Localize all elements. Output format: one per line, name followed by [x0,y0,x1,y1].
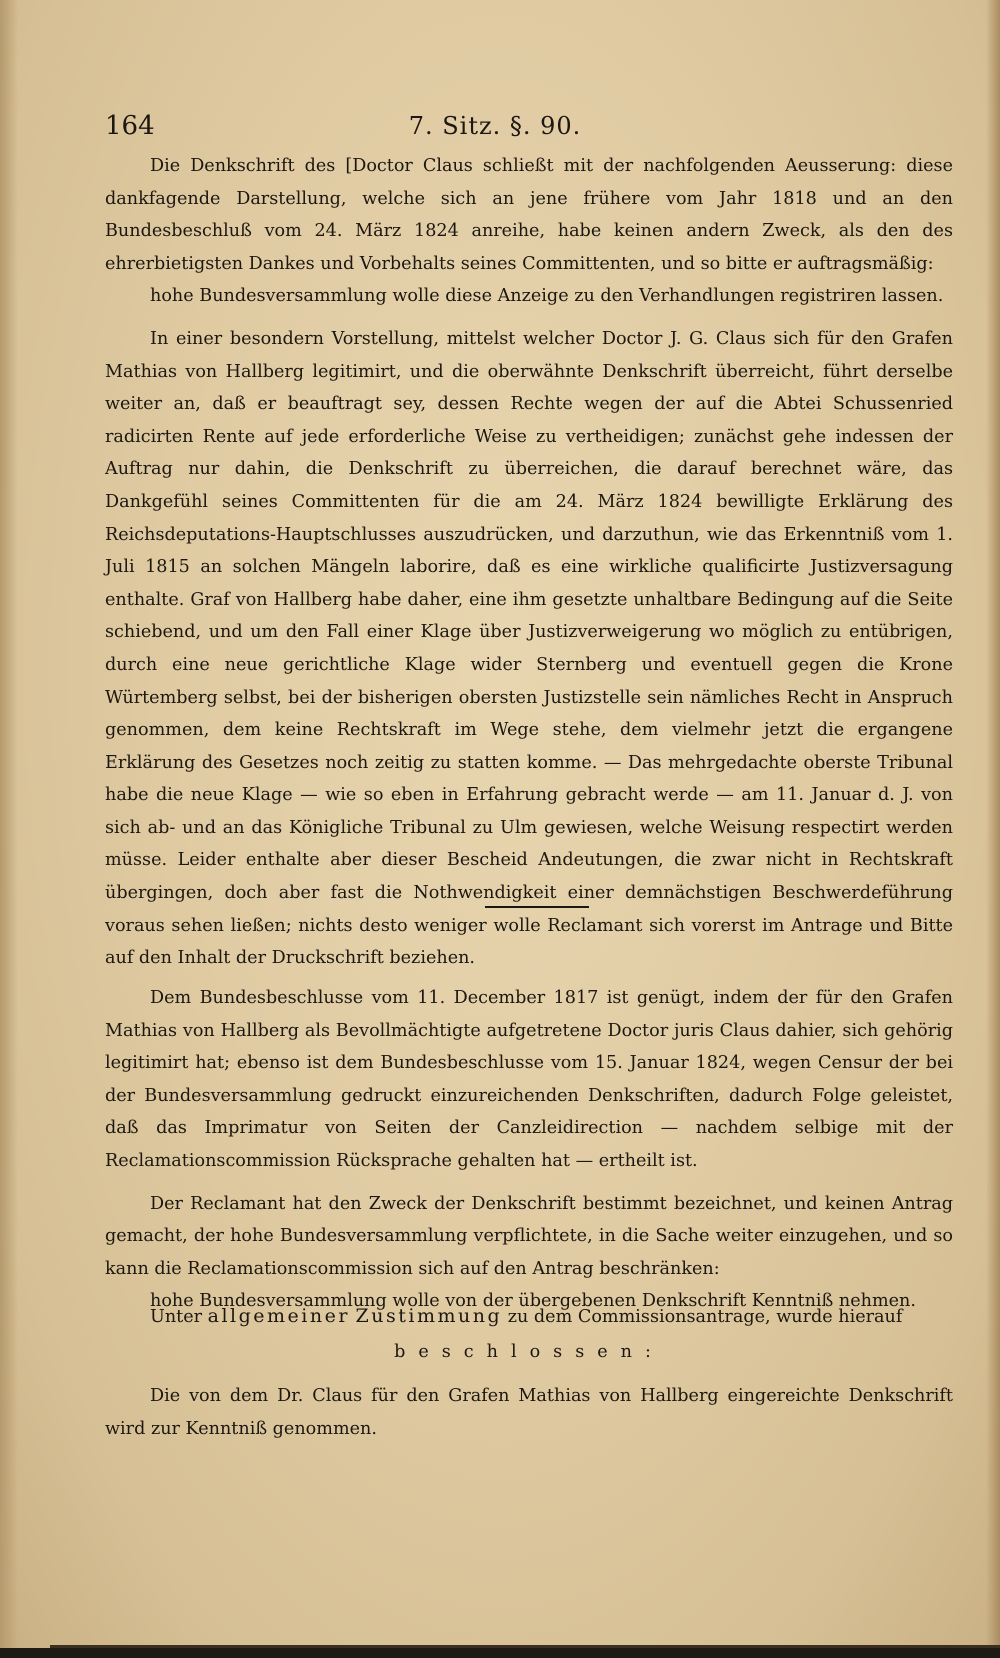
section1-request: hohe Bundesversammlung wolle diese Anzeige zu den Verhandlungen registriren lassen. [150,286,944,307]
section2-request: hohe Bundesversammlung wolle von der übergebenen Denkschrift Kenntniß nehmen. [150,1291,916,1312]
resolution-suffix: zu dem Commissionsantrage, wurde hierauf [507,1307,903,1327]
resolution-spaced-2: Zustimmung [355,1305,503,1327]
resolution-intro [150,1300,950,1333]
page-right-shadow [986,0,1000,1658]
page-left-shadow [0,0,18,1658]
resolution-spaced-1: allgemeiner [207,1305,350,1327]
resolution-decision: Die von dem Dr. Claus für den Grafen Mathias von Hallberg eingereichte Denkschrift wird zur Kenntniß genommen. [105,1386,953,1439]
section1-paragraph-1: Die Denkschrift des [Doctor Claus schließt mit der nachfolgenden Aeusserung: diese dankfagende Darstellung, welche sich an jene frühere vom Jahr 1818 und an den Bundesbeschluß vom 24. März 1824 anreihe, habe keinen andern Zweck, als den des ehrerbietigsten Dankes und Vorbehalts seines Committenten, und so bitte er auftragsmäßig: [105,156,953,274]
section2-paragraph-1: Dem Bundesbeschlusse vom 11. December 1817 ist genügt, indem der für den Grafen Mathias von Hallberg als Bevollmächtigte aufgetretene Doctor juris Claus dahier, sich gehörig legitimirt hat; ebenso ist dem Bundesbeschlusse vom 15. Januar 1824, wegen Censur der bei der Bundesversammlung gedruckt einzureichenden Denkschriften, dadurch Folge geleistet, daß das Imprimatur von Seiten der Canzleidirection — nachdem selbige mit der Reclamationscommission Rücksprache gehalten hat — ertheilt ist. [105,988,953,1171]
section-2 [105,982,953,1318]
section-divider [485,906,589,908]
section1-paragraph-2: In einer besondern Vorstellung, mittelst welcher Doctor J. G. Claus sich für den Grafen Mathias von Hallberg legitimirt, und die oberwähnte Denkschrift überreicht, führt derselbe weiter an, daß er beauftragt sey, dessen Rechte wegen der auf die Abtei Schussenried radicirten Rente auf jede erforderliche Weise zu vertheidigen; zunächst gehe indessen der Auftrag nur dahin, die Denkschrift zu überreichen, die darauf berechnet wäre, das Dankgefühl seines Committenten für die am 24. März 1824 bewilligte Erklärung des Reichsdeputations-Hauptschlusses auszudrücken, und darzuthun, wie das Erkenntniß vom 1. Juli 1815 an solchen Mängeln laborire, daß es eine wirkliche qualificirte Justizversagung enthalte. Graf von Hallberg habe daher, eine ihm gesetzte unhaltbare Bedingung auf die Seite schiebend, und um den Fall einer Klage über Justizverweigerung wo möglich zu entübrigen, durch eine neue gerichtliche Klage wider Sternberg und eventuell gegen die Krone Würtemberg selbst, bei der bisherigen obersten Justizstelle sein nämliches Recht in Anspruch genommen, dem keine Rechtskraft im Wege stehe, dem vielmehr jetzt die ergangene Erklärung des Gesetzes noch zeitig zu statten komme. — Das mehrgedachte oberste Tribunal habe die neue Klage — wie so eben in Erfahrung gebracht werde — am 11. Januar d. J. von sich ab- und an das Königliche Tribunal zu Ulm gewiesen, welche Weisung respectirt werden müsse. Leider enthalte aber dieser Bescheid Andeutungen, die zwar nicht in Rechtskraft übergingen, doch aber fast die Nothwendigkeit einer demnächstigen Beschwerdeführung voraus sehen ließen; nichts desto weniger wolle Reclamant sich vorerst im Antrage und Bitte auf den Inhalt der Druckschrift beziehen. [105,328,953,969]
section-1 [105,150,953,975]
resolution-prefix: Unter [150,1307,203,1327]
resolution-beschlossen: beschlossen: [394,1342,664,1362]
page-bottom-edge [0,1648,1000,1658]
section2-paragraph-2: Der Reclamant hat den Zweck der Denkschrift bestimmt bezeichnet, und keinen Antrag gemacht, der hohe Bundesversammlung verpflichtete, in die Sache weiter einzugehen, und so kann die Reclamationscommission sich auf den Antrag beschränken: [105,1193,953,1279]
page-header [105,106,885,146]
page-number: 164 [105,111,155,141]
running-head: 7. Sitz. §. 90. [408,112,582,140]
resolution-block [105,1380,953,1445]
